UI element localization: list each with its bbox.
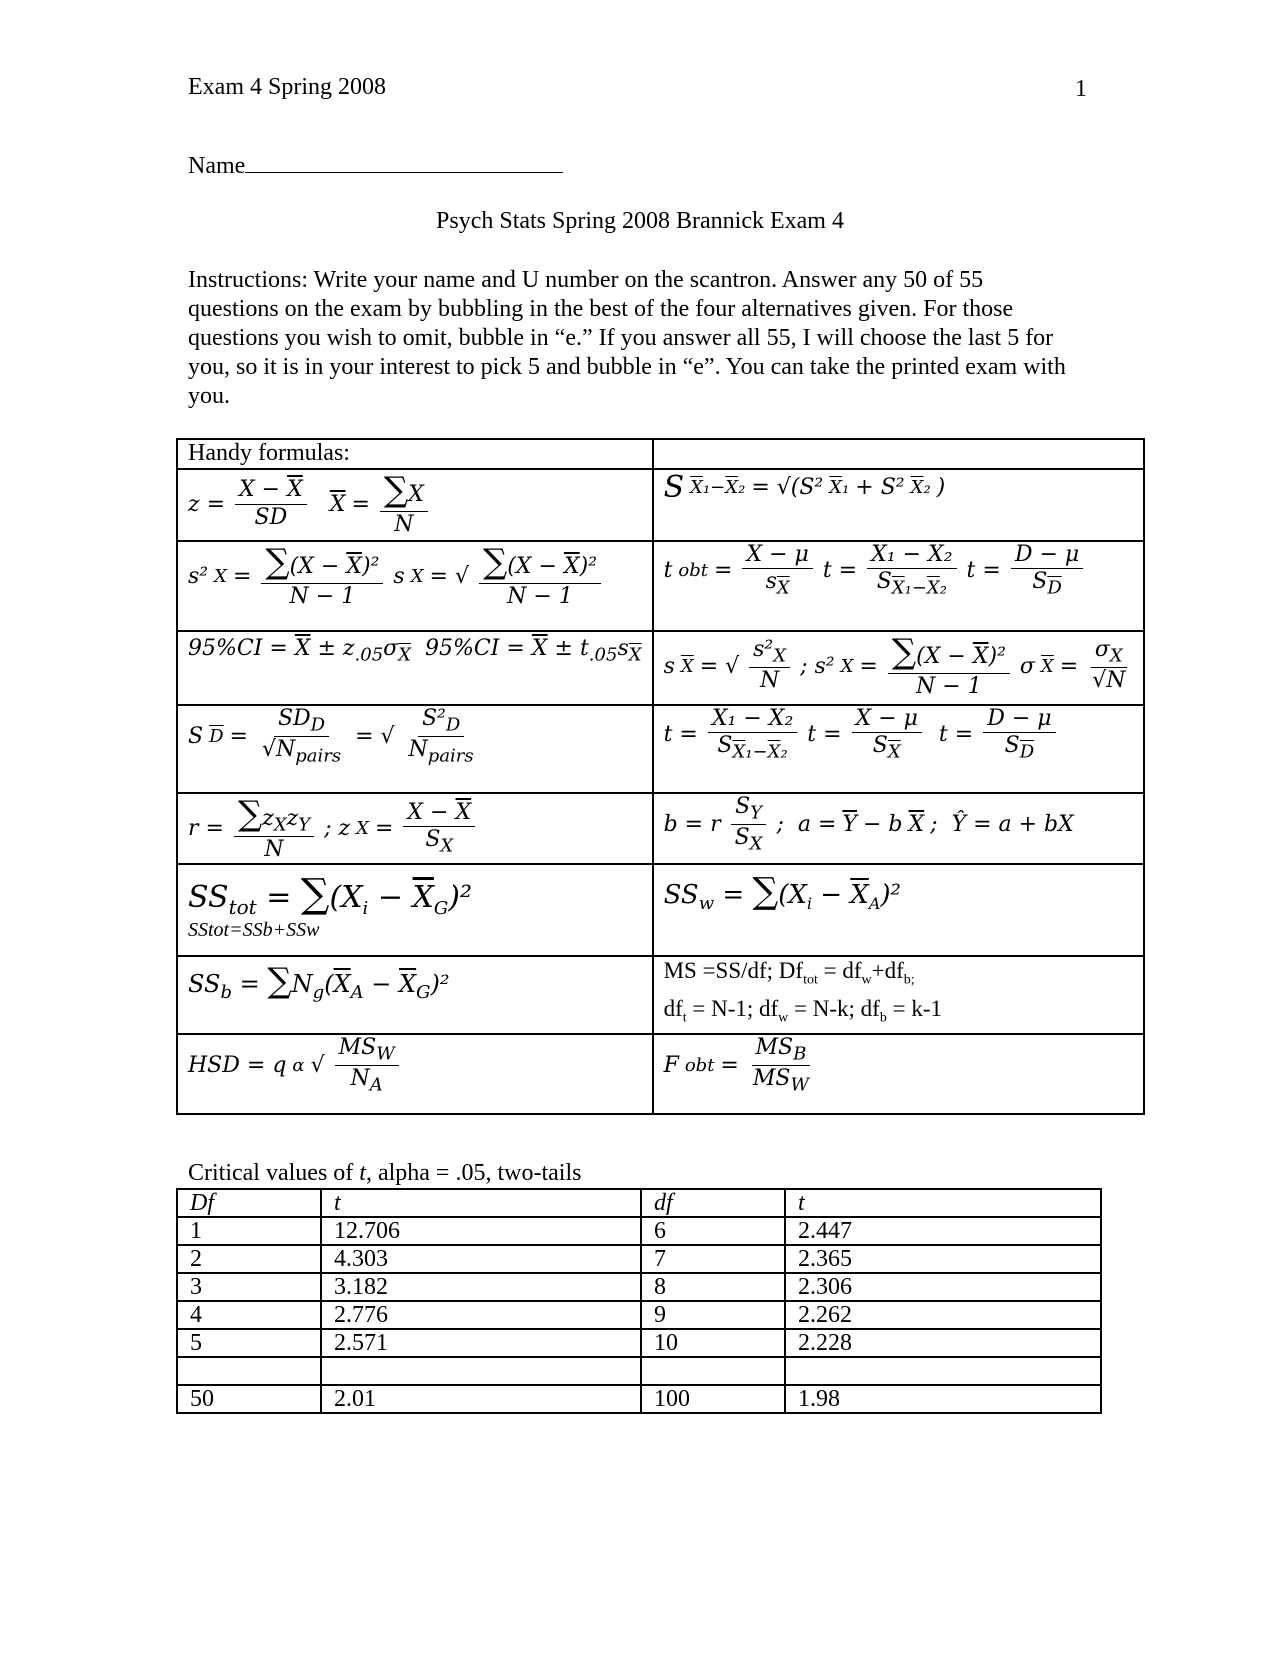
formula-correlation: r = $\frac{\sum z_Xz_Y}{N}$ ; z X = $\frac{X - \overline{X}}{S_X}$ — [177, 793, 653, 864]
table-row — [177, 1301, 1101, 1329]
formula-se-diff: S $\overline{X}_1-\overline{X}_2$ = √(S² $\overline{X}_1$ + S² $\overline{X}_2$ ) — [653, 469, 1145, 541]
table-cell: 1 — [177, 1217, 321, 1245]
table-cell: 4.303 — [321, 1245, 641, 1273]
formula-confidence-intervals: $95\%CI = \overline{X} \pm z_{.05}\sigma_{\overline{X}}$ $95\%CI = \overline{X} \pm t_{.05}s_{\overline{X}}$ — [177, 631, 653, 705]
name-blank-line — [245, 150, 563, 173]
table-row — [177, 1385, 1101, 1413]
formula-regression: b = r $\frac{S_Y}{S_X}$ ; a = $\overline{Y}$ − b $\overline{X}$ ; Ŷ = a + bX — [653, 793, 1145, 864]
name-label: Name — [188, 153, 246, 179]
ms-line2-sub-w: w — [778, 1010, 789, 1026]
table-cell — [785, 1357, 1101, 1385]
critical-title-var: t — [359, 1160, 366, 1186]
formula-f-obt: F obt = $\frac{MS_B}{MS_W}$ — [653, 1034, 1145, 1114]
ss-total-note: SStot=SSb+SSw — [188, 919, 320, 942]
table-cell: 2.447 — [785, 1217, 1101, 1245]
table-cell: 2.571 — [321, 1329, 641, 1357]
table-cell: 2 — [177, 1245, 321, 1273]
name-field — [188, 150, 563, 180]
table-cell: 2.365 — [785, 1245, 1101, 1273]
table-row — [177, 1273, 1101, 1301]
page-number: 1 — [1075, 76, 1087, 102]
formulas-heading-cell — [177, 439, 653, 469]
table-cell: 8 — [641, 1273, 785, 1301]
critical-values-title — [188, 1160, 581, 1187]
table-cell: 1.98 — [785, 1385, 1101, 1413]
table-row — [177, 1357, 1101, 1385]
table-cell: 12.706 — [321, 1217, 641, 1245]
formula-ss-within: $SS_w = \sum(X_i - \overline{X}_A)^2$ — [653, 864, 1145, 956]
table-cell: 2.306 — [785, 1273, 1101, 1301]
header-title: Exam 4 Spring 2008 — [188, 74, 386, 100]
ms-line1-rest: = df — [817, 958, 862, 984]
table-cell: 9 — [641, 1301, 785, 1329]
table-header-row — [177, 1189, 1101, 1217]
formula-t-tests: t obt = $\frac{\overline{X} - \mu}{s_{\overline{X}}}$ t = $\frac{\overline{X}_1 - \overline{X}_2}{S_{\overline{X}_1-\overline{X}_2}}$ t = $\frac{\overline{D} - \mu}{S_{\overline{D}}}$ — [653, 541, 1145, 631]
table-row — [177, 1329, 1101, 1357]
formula-paired-se: S $\overline{D}$ = $\frac{SD_D}{√N_{pairs}}$ = √ $\frac{S^2_D}{N_{pairs}}$ — [177, 705, 653, 793]
ms-line2-a: df — [663, 995, 683, 1021]
table-cell: 2.776 — [321, 1301, 641, 1329]
table-cell: 7 — [641, 1245, 785, 1273]
critical-title-prefix: Critical values of — [188, 1160, 360, 1186]
table-cell — [641, 1357, 785, 1385]
ms-line1-plus: +df — [871, 958, 904, 984]
instructions-text: Instructions: Write your name and U number on the scantron. Answer any 50 of 55 questions on the exam by bubbling in the best of the four alternatives given. For those questions you wish to omit, bubble in “e.” If you answer all 55, I will choose the last 5 for you, so it is in your interest to pick 5 and bubble in “e”. You can take the printed exam with you. — [188, 267, 1066, 409]
table-row — [177, 1217, 1101, 1245]
col-header-df-right: df — [641, 1189, 785, 1217]
table-cell — [321, 1357, 641, 1385]
table-cell: 3.182 — [321, 1273, 641, 1301]
table-cell: 2.228 — [785, 1329, 1101, 1357]
col-header-t-left: t — [321, 1189, 641, 1217]
table-cell: 6 — [641, 1217, 785, 1245]
table-cell — [177, 1357, 321, 1385]
ms-line1-sub-b: b; — [903, 972, 915, 988]
critical-values-table — [176, 1188, 1102, 1414]
table-cell: 2.262 — [785, 1301, 1101, 1329]
ms-line2-sub-t: t — [682, 1010, 687, 1026]
table-cell: 3 — [177, 1273, 321, 1301]
table-cell: 2.01 — [321, 1385, 641, 1413]
exam-title: Psych Stats Spring 2008 Brannick Exam 4 — [436, 208, 844, 234]
table-cell: 100 — [641, 1385, 785, 1413]
ms-line2-sub-b: b — [879, 1010, 887, 1026]
formulas-empty-cell — [653, 439, 1145, 469]
formulas-heading: Handy formulas: — [188, 440, 350, 466]
table-cell: 4 — [177, 1301, 321, 1329]
formula-ss-between: $SS_b = \sum N_g(\overline{X}_A - \overline{X}_G)^2$ — [177, 956, 653, 1033]
ms-line1-a: MS =SS/df; Df — [663, 958, 804, 984]
ms-line1-sub-w: w — [861, 972, 872, 988]
table-cell: 10 — [641, 1329, 785, 1357]
table-cell: 50 — [177, 1385, 321, 1413]
formula-ss-total: $SS_{tot} = \sum(X_i - \overline{X}_G)^2$ SStot=SSb+SSw — [177, 864, 653, 956]
ms-line2-d: = k-1 — [886, 995, 942, 1021]
formula-standard-errors: s $\overline{X}$ = √ $\frac{s^2_X}{N}$ ; s² X = $\frac{\sum(X - \overline{X})^2}{N - 1}$ σ $\overline{X}$ = $\frac{\sigma_X}{√N}$ — [653, 631, 1145, 705]
formulas-table — [176, 438, 1145, 1115]
table-row — [177, 1245, 1101, 1273]
ms-line2-b: = N-1; df — [686, 995, 779, 1021]
formula-hsd: HSD = q α √ $\frac{MS_W}{N_A}$ — [177, 1034, 653, 1114]
ms-line1-sub-tot: tot — [803, 972, 818, 988]
table-cell: 5 — [177, 1329, 321, 1357]
formula-ms-df — [653, 956, 1145, 1033]
col-header-t-right: t — [785, 1189, 1101, 1217]
ms-line2-c: = N-k; df — [788, 995, 880, 1021]
col-header-df-left: Df — [177, 1189, 321, 1217]
formula-variance-sd: s² X = $\frac{\sum(X - \overline{X})^2}{N - 1}$ s X = √ $\frac{\sum(X - \overline{X})^2}{N - 1}$ — [177, 541, 653, 631]
formula-z-mean: z = $\frac{X - \overline{X}}{SD}$ $\overline{X}$ = $\frac{\sum X}{N}$ — [177, 469, 653, 541]
critical-title-suffix: , alpha = .05, two-tails — [365, 1160, 582, 1186]
formula-t-tests-repeat: t = $\frac{\overline{X}_1 - \overline{X}_2}{S_{\overline{X}_1-\overline{X}_2}}$ t = $\frac{\overline{X} - \mu}{S_{\overline{X}}}$ t = $\frac{\overline{D} - \mu}{S_{\overline{D}}}$ — [653, 705, 1145, 793]
